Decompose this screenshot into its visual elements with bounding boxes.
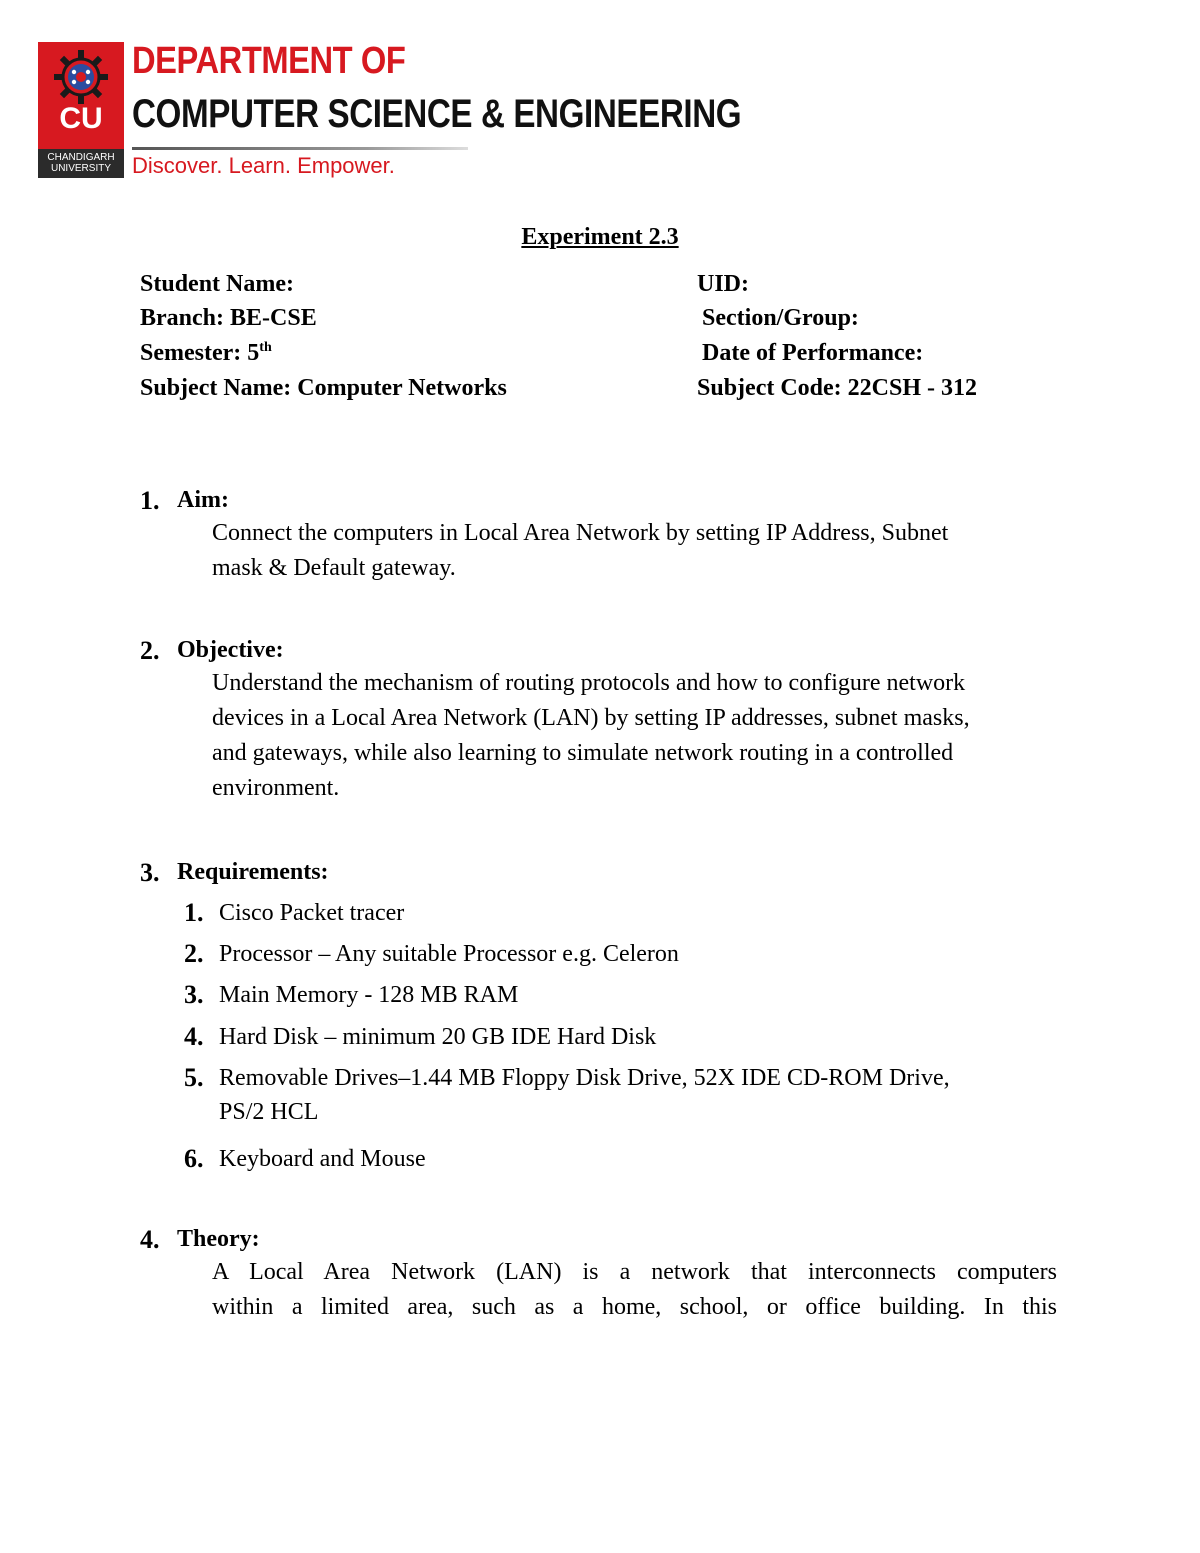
- section-heading-aim: Aim:: [177, 487, 229, 513]
- requirement-line: PS/2 HCL: [219, 1099, 319, 1125]
- section-number-aim: 1.: [140, 486, 160, 515]
- theory-paragraph: [212, 1255, 1057, 1325]
- objective-line: devices in a Local Area Network (LAN) by setting IP addresses, subnet masks,: [212, 705, 970, 731]
- objective-line: environment.: [212, 775, 340, 801]
- header-divider: [132, 147, 468, 150]
- uid-label: UID:: [697, 271, 749, 297]
- university-logo: [38, 42, 124, 178]
- subject-code-label: Subject Code: 22CSH - 312: [697, 375, 977, 401]
- logo-university-line1: CHANDIGARH: [47, 152, 115, 163]
- requirement-number: 4.: [184, 1022, 204, 1051]
- objective-line: and gateways, while also learning to simulate network routing in a controlled: [212, 740, 954, 766]
- requirement-number: 2.: [184, 939, 204, 968]
- section-number-theory: 4.: [140, 1225, 160, 1254]
- requirement-item: Cisco Packet tracer: [219, 900, 405, 926]
- section-heading-requirements: Requirements:: [177, 859, 329, 885]
- section-heading-theory: Theory:: [177, 1226, 260, 1252]
- gear-emblem-icon: [52, 48, 110, 106]
- requirement-number: 3.: [184, 980, 204, 1009]
- section-number-objective: 2.: [140, 636, 160, 665]
- requirement-number: 5.: [184, 1063, 204, 1092]
- theory-line: A Local Area Network (LAN) is a network that interconnects computers: [212, 1259, 1057, 1285]
- logo-university-line2: UNIVERSITY: [50, 163, 111, 174]
- aim-paragraph: [212, 516, 1060, 586]
- department-title-line1: DEPARTMENT OF: [132, 40, 406, 82]
- branch-label: Branch: BE-CSE: [140, 305, 317, 331]
- tagline: Discover. Learn. Empower.: [132, 153, 395, 178]
- requirement-item: Hard Disk – minimum 20 GB IDE Hard Disk: [219, 1024, 657, 1050]
- requirement-item: Processor – Any suitable Processor e.g. Celeron: [219, 941, 679, 967]
- semester-text: Semester: 5: [140, 340, 260, 366]
- requirement-item: [219, 1061, 950, 1129]
- student-name-label: Student Name:: [140, 271, 294, 297]
- date-of-performance-label: Date of Performance:: [702, 340, 924, 366]
- theory-line: within a limited area, such as a home, school, or office building. In this: [212, 1294, 1057, 1320]
- experiment-title: Experiment 2.3: [521, 224, 679, 250]
- section-heading-objective: Objective:: [177, 637, 284, 663]
- requirement-item: Main Memory - 128 MB RAM: [219, 982, 519, 1008]
- objective-paragraph: [212, 666, 1060, 806]
- department-title-line2: COMPUTER SCIENCE & ENGINEERING: [132, 92, 742, 136]
- requirement-item: Keyboard and Mouse: [219, 1146, 426, 1172]
- aim-line: mask & Default gateway.: [212, 555, 456, 581]
- logo-cu-text: CU: [59, 102, 103, 135]
- objective-line: Understand the mechanism of routing protocols and how to configure network: [212, 670, 966, 696]
- section-number-requirements: 3.: [140, 858, 160, 887]
- semester-label: [140, 340, 272, 367]
- aim-line: Connect the computers in Local Area Network by setting IP Address, Subnet: [212, 520, 949, 546]
- requirement-line: Removable Drives–1.44 MB Floppy Disk Drive, 52X IDE CD-ROM Drive,: [219, 1065, 950, 1091]
- requirement-number: 1.: [184, 898, 204, 927]
- semester-suffix: th: [259, 340, 272, 355]
- section-group-label: Section/Group:: [702, 305, 859, 331]
- requirement-number: 6.: [184, 1144, 204, 1173]
- subject-name-label: Subject Name: Computer Networks: [140, 375, 507, 401]
